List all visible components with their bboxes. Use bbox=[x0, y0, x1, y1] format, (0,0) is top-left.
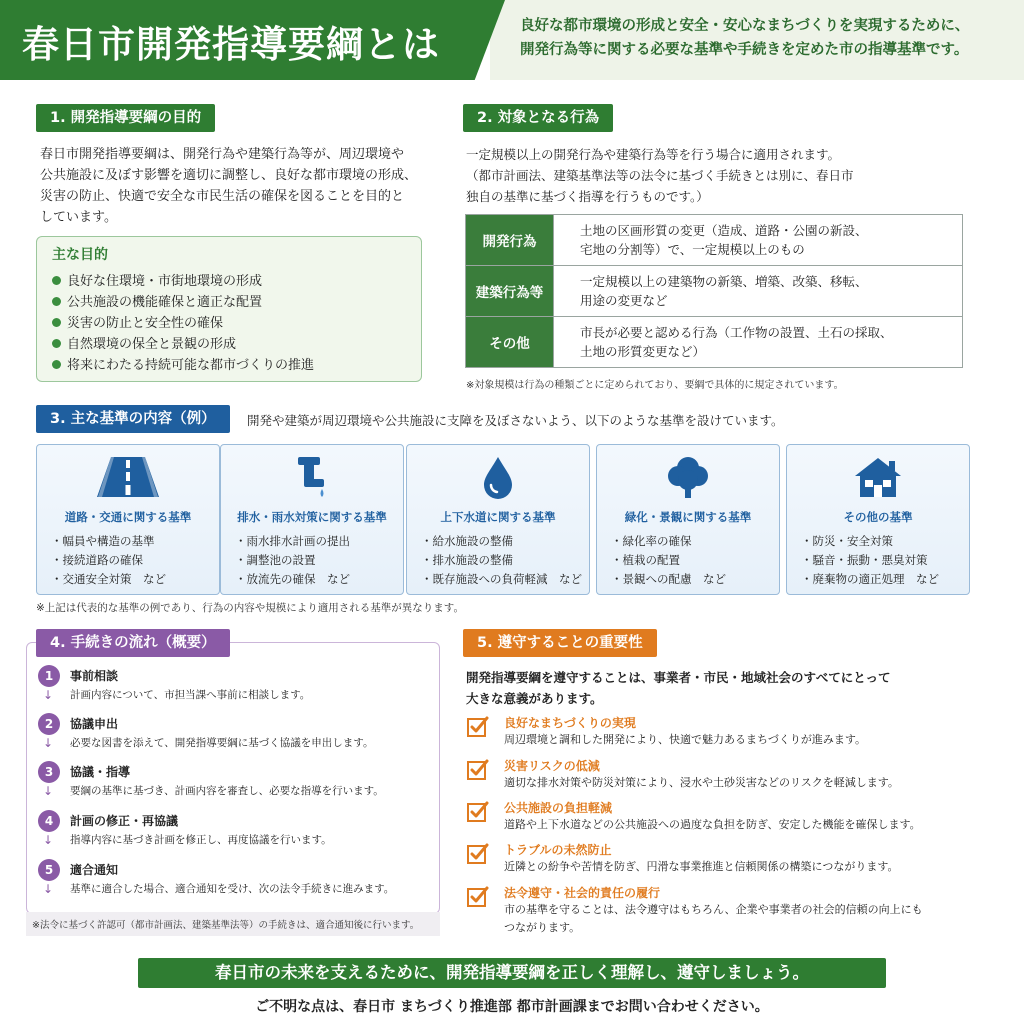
card-title: 道路・交通に関する基準 bbox=[64, 510, 192, 524]
goal-item: 良好な住環境・市街地環境の形成 bbox=[52, 270, 262, 289]
step-desc: 必要な図書を添えて、開発指導要綱に基づく協議を申出します。 bbox=[70, 737, 374, 749]
checkbox-checked-icon bbox=[467, 759, 489, 781]
step-title: 計画の修正・再協議 bbox=[70, 814, 179, 828]
checkbox-checked-icon bbox=[467, 843, 489, 865]
card-item: ・景観への配慮 など bbox=[611, 572, 726, 586]
section2-text bbox=[466, 144, 986, 207]
section5-lead bbox=[466, 667, 891, 709]
card-item: ・緑化率の確保 bbox=[611, 534, 692, 548]
card-item: ・防災・安全対策 bbox=[801, 534, 893, 548]
card-item: ・接続道路の確保 bbox=[51, 553, 143, 567]
section4-note: ※法令に基づく許認可（都市計画法、建築基準法等）の手続きは、適合通知後に行います。 bbox=[32, 920, 420, 931]
checkbox-checked-icon bbox=[467, 801, 489, 823]
step-title: 協議・指導 bbox=[70, 765, 131, 779]
main-goals-title: 主な目的 bbox=[52, 247, 108, 263]
section3-lead: 開発や建築が周辺環境や公共施設に支障を及ぼさないよう、以下のような基準を設けています。 bbox=[247, 413, 784, 428]
table-row bbox=[466, 215, 963, 266]
house-icon bbox=[787, 455, 969, 499]
card-item: ・雨水排水計画の提出 bbox=[235, 534, 350, 548]
table-row-header: 開発行為 bbox=[466, 215, 554, 266]
section1-text bbox=[40, 144, 430, 228]
goal-item: 災害の防止と安全性の確保 bbox=[52, 312, 223, 331]
table-row-header: その他 bbox=[466, 317, 554, 368]
criteria-card-road bbox=[36, 444, 220, 595]
card-item: ・調整池の設置 bbox=[235, 553, 316, 567]
drain-pipe-icon bbox=[221, 455, 403, 499]
section2-text-line: （都市計画法、建築基準法等の法令に基づく手続きとは別に、春日市 bbox=[466, 168, 854, 183]
table-cell: 一定規模以上の建築物の新築、増築、改築、移転、 用途の変更など bbox=[554, 266, 963, 317]
section2-note: ※対象規模は行為の種類ごとに定められており、要綱で具体的に規定されています。 bbox=[466, 380, 844, 391]
card-item: ・放流先の確保 など bbox=[235, 572, 350, 586]
footer-slogan: 春日市の未来を支えるために、開発指導要綱を正しく理解し、遵守しましょう。 bbox=[215, 963, 809, 982]
arrow-down-icon: ↓ bbox=[43, 833, 54, 847]
step-title: 適合通知 bbox=[70, 863, 119, 877]
importance-desc: 周辺環境と調和した開発により、快適で魅力あるまちづくりが進みます。 bbox=[504, 733, 867, 746]
card-item: ・排水施設の整備 bbox=[421, 553, 513, 567]
section3-note: ※上記は代表的な基準の例であり、行為の内容や規模により適用される基準が異なります。 bbox=[36, 602, 464, 614]
criteria-card-greenery bbox=[596, 444, 780, 595]
arrow-down-icon: ↓ bbox=[43, 882, 54, 896]
section1-title: 1. 開発指導要綱の目的 bbox=[36, 104, 215, 132]
table-cell: 土地の区画形質の変更（造成、道路・公園の新設、 宅地の分割等）で、一定規模以上のもの bbox=[554, 215, 963, 266]
section2-title: 2. 対象となる行為 bbox=[463, 104, 613, 132]
arrow-down-icon: ↓ bbox=[43, 688, 54, 702]
bullet-dot-icon bbox=[52, 360, 61, 369]
goal-item: 自然環境の保全と景観の形成 bbox=[52, 333, 236, 352]
arrow-down-icon: ↓ bbox=[43, 736, 54, 750]
importance-desc: 適切な排水対策や防災対策により、浸水や土砂災害などのリスクを軽減します。 bbox=[504, 776, 899, 789]
importance-title: トラブルの未然防止 bbox=[504, 843, 612, 857]
step-number: 3 bbox=[38, 761, 60, 783]
step-desc: 指導内容に基づき計画を修正し、再度協議を行います。 bbox=[70, 834, 332, 846]
step-title: 事前相談 bbox=[70, 669, 119, 683]
road-icon bbox=[37, 455, 219, 499]
section2-text-line: 独自の基準に基づく指導を行うものです。） bbox=[466, 189, 709, 204]
header-description bbox=[520, 14, 1015, 62]
step-number: 4 bbox=[38, 810, 60, 832]
importance-desc: 近隣との紛争や苦情を防ぎ、円滑な事業推進と信頼関係の構築につながります。 bbox=[504, 860, 899, 873]
tree-icon bbox=[597, 455, 779, 499]
card-item: ・既存施設への負荷軽減 など bbox=[421, 572, 582, 586]
arrow-down-icon: ↓ bbox=[43, 784, 54, 798]
checkbox-checked-icon bbox=[467, 716, 489, 738]
bullet-dot-icon bbox=[52, 276, 61, 285]
checkbox-checked-icon bbox=[467, 886, 489, 908]
table-row bbox=[466, 266, 963, 317]
step-desc: 基準に適合した場合、適合通知を受け、次の法令手続きに進みます。 bbox=[70, 883, 395, 895]
criteria-card-drainage bbox=[220, 444, 404, 595]
table-cell: 市長が必要と認める行為（工作物の設置、土石の採取、 土地の形質変更など） bbox=[554, 317, 963, 368]
footer-contact: ご不明な点は、春日市 まちづくり推進部 都市計画課までお問い合わせください。 bbox=[255, 999, 769, 1015]
goal-item: 公共施設の機能確保と適正な配置 bbox=[52, 291, 262, 310]
card-item: ・騒音・振動・悪臭対策 bbox=[801, 553, 928, 567]
section2-text-line: 一定規模以上の開発行為や建築行為等を行う場合に適用されます。 bbox=[466, 147, 841, 162]
importance-title: 公共施設の負担軽減 bbox=[504, 801, 613, 815]
bullet-dot-icon bbox=[52, 339, 61, 348]
card-title: 排水・雨水対策に関する基準 bbox=[237, 510, 387, 524]
card-item: ・植栽の配置 bbox=[611, 553, 680, 567]
importance-title: 良好なまちづくりの実現 bbox=[504, 716, 636, 730]
importance-title: 法令遵守・社会的責任の履行 bbox=[504, 886, 661, 900]
card-item: ・給水施設の整備 bbox=[421, 534, 513, 548]
card-item: ・交通安全対策 など bbox=[51, 572, 166, 586]
card-title: 緑化・景観に関する基準 bbox=[624, 510, 752, 524]
card-item: ・幅員や構造の基準 bbox=[51, 534, 155, 548]
section1-text-line: 災害の防止、快適で安全な市民生活の確保を図ることを目的と bbox=[40, 189, 405, 204]
step-desc: 計画内容について、市担当課へ事前に相談します。 bbox=[70, 689, 311, 701]
goal-item: 将来にわたる持続可能な都市づくりの推進 bbox=[52, 354, 314, 373]
table-row bbox=[466, 317, 963, 368]
target-acts-table bbox=[465, 214, 963, 368]
criteria-card-other bbox=[786, 444, 970, 595]
water-drop-icon bbox=[407, 455, 589, 499]
section5-lead-line: 大きな意義があります。 bbox=[466, 691, 603, 706]
step-desc: 要綱の基準に基づき、計画内容を審査し、必要な指導を行います。 bbox=[70, 785, 384, 797]
step-number: 1 bbox=[38, 665, 60, 687]
section3-title: 3. 主な基準の内容（例） bbox=[36, 405, 230, 433]
card-title: 上下水道に関する基準 bbox=[440, 510, 556, 524]
header-description-line: 良好な都市環境の形成と安全・安心なまちづくりを実現するために、 bbox=[520, 18, 970, 34]
section1-text-line: 春日市開発指導要綱は、開発行為や建築行為等が、周辺環境や bbox=[40, 147, 405, 162]
section5-title: 5. 遵守することの重要性 bbox=[463, 629, 657, 657]
bullet-dot-icon bbox=[52, 297, 61, 306]
step-title: 協議申出 bbox=[70, 717, 119, 731]
table-row-header: 建築行為等 bbox=[466, 266, 554, 317]
page-title: 春日市開発指導要綱とは bbox=[22, 23, 440, 66]
criteria-card-water bbox=[406, 444, 590, 595]
card-item: ・廃棄物の適正処理 など bbox=[801, 572, 939, 586]
header-description-line: 開発行為等に関する必要な基準や手続きを定めた市の指導基準です。 bbox=[520, 42, 969, 58]
bullet-dot-icon bbox=[52, 318, 61, 327]
section1-text-line: 公共施設に及ぼす影響を適切に調整し、良好な都市環境の形成、 bbox=[40, 168, 418, 183]
card-title: その他の基準 bbox=[843, 510, 913, 524]
section1-text-line: しています。 bbox=[40, 210, 117, 225]
step-number: 5 bbox=[38, 859, 60, 881]
section4-title: 4. 手続きの流れ（概要） bbox=[36, 629, 230, 657]
importance-title: 災害リスクの低減 bbox=[504, 759, 600, 773]
section5-lead-line: 開発指導要綱を遵守することは、事業者・市民・地域社会のすべてにとって bbox=[466, 670, 891, 685]
importance-desc: 道路や上下水道などの公共施設への過度な負担を防ぎ、安定した機能を確保します。 bbox=[504, 818, 921, 831]
importance-desc: 市の基準を守ることは、法令遵守はもちろん、企業や事業者の社会的信頼の向上にも つながります。 bbox=[504, 903, 923, 934]
step-number: 2 bbox=[38, 713, 60, 735]
